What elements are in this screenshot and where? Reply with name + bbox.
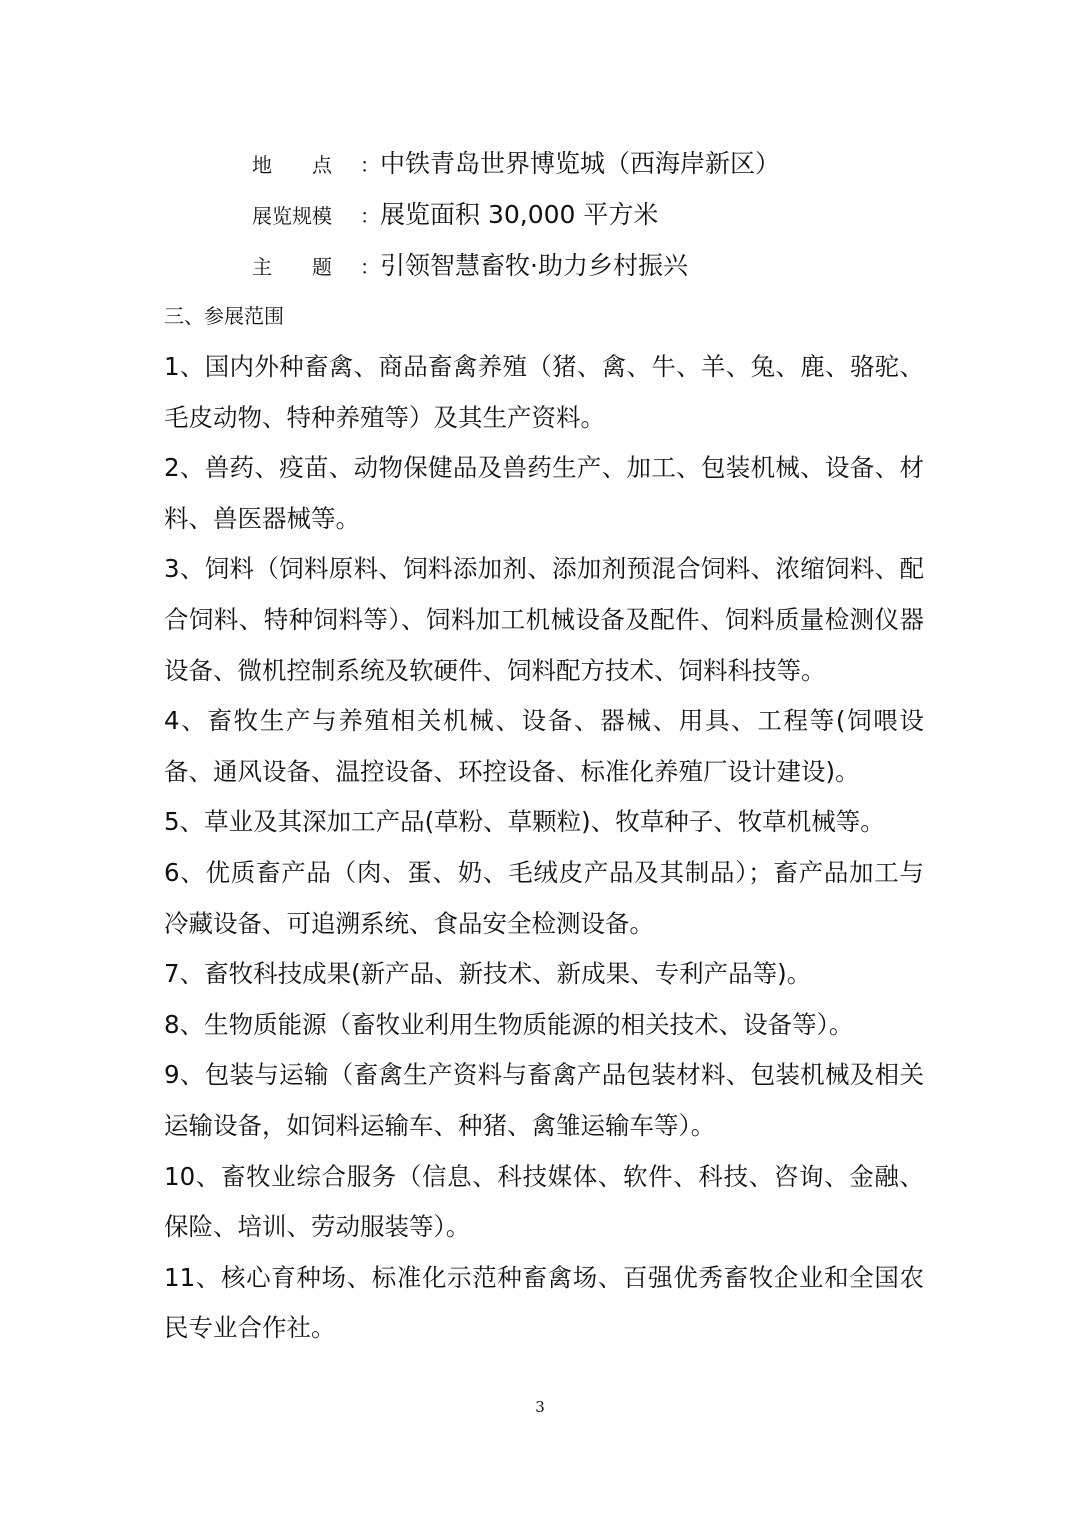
list-item: 11、核心育种场、标准化示范种畜禽场、百强优秀畜牧企业和全国农民专业合作社。 — [164, 1262, 924, 1343]
info-value-theme: 引领智慧畜牧·助力乡村振兴 — [380, 251, 688, 280]
list-item: 4、畜牧生产与养殖相关机械、设备、器械、用具、工程等(饲喂设备、通风设备、温控设备、环控设备、标准化养殖厂设计建设)。 — [164, 706, 924, 786]
info-value-scale: 展览面积 30,000 平方米 — [380, 200, 659, 229]
info-label-location: 地 点 — [252, 153, 332, 177]
info-colon: ： — [360, 153, 380, 177]
page-number: 3 — [535, 1398, 545, 1416]
list-item: 5、草业及其深加工产品(草粉、草颗粒)、牧草种子、牧草机械等。 — [164, 807, 885, 837]
info-colon: ： — [360, 204, 380, 228]
info-value-location: 中铁青岛世界博览城（西海岸新区） — [380, 149, 781, 178]
list-item: 8、生物质能源（畜牧业利用生物质能源的相关技术、设备等）。 — [164, 1009, 854, 1039]
info-label-theme: 主 题 — [252, 255, 332, 279]
info-row-scale — [252, 195, 658, 235]
list-item: 1、国内外种畜禽、商品畜禽养殖（猪、禽、牛、羊、兔、鹿、骆驼、毛皮动物、特种养殖等）及其生产资料。 — [164, 352, 924, 432]
list-item: 10、畜牧业综合服务（信息、科技媒体、软件、科技、咨询、金融、保险、培训、劳动服装等）。 — [164, 1161, 924, 1242]
list-item: 7、畜牧科技成果(新产品、新技术、新成果、专利产品等)。 — [164, 959, 812, 989]
info-colon: ： — [360, 255, 380, 279]
info-label-scale: 展览规模 — [252, 204, 332, 228]
list-item: 2、兽药、疫苗、动物保健品及兽药生产、加工、包装机械、设备、材料、兽医器械等。 — [164, 453, 924, 533]
list-item: 3、饲料（饲料原料、饲料添加剂、添加剂预混合饲料、浓缩饲料、配合饲料、特种饲料等）、饲料加工机械设备及配件、饲料质量检测仪器设备、微机控制系统及软硬件、饲料配方技术、饲料科技等。 — [164, 554, 924, 685]
section-heading: 三、参展范围 — [164, 304, 284, 328]
list-item: 6、优质畜产品（肉、蛋、奶、毛绒皮产品及其制品）；畜产品加工与冷藏设备、可追溯系统、食品安全检测设备。 — [164, 857, 924, 938]
info-row-theme — [252, 246, 688, 286]
exhibit-scope-list — [164, 342, 924, 1354]
list-item: 9、包装与运输（畜禽生产资料与畜禽产品包装材料、包装机械及相关运输设备，如饲料运输车、种猪、禽雏运输车等）。 — [164, 1060, 924, 1140]
info-row-location — [252, 144, 780, 184]
